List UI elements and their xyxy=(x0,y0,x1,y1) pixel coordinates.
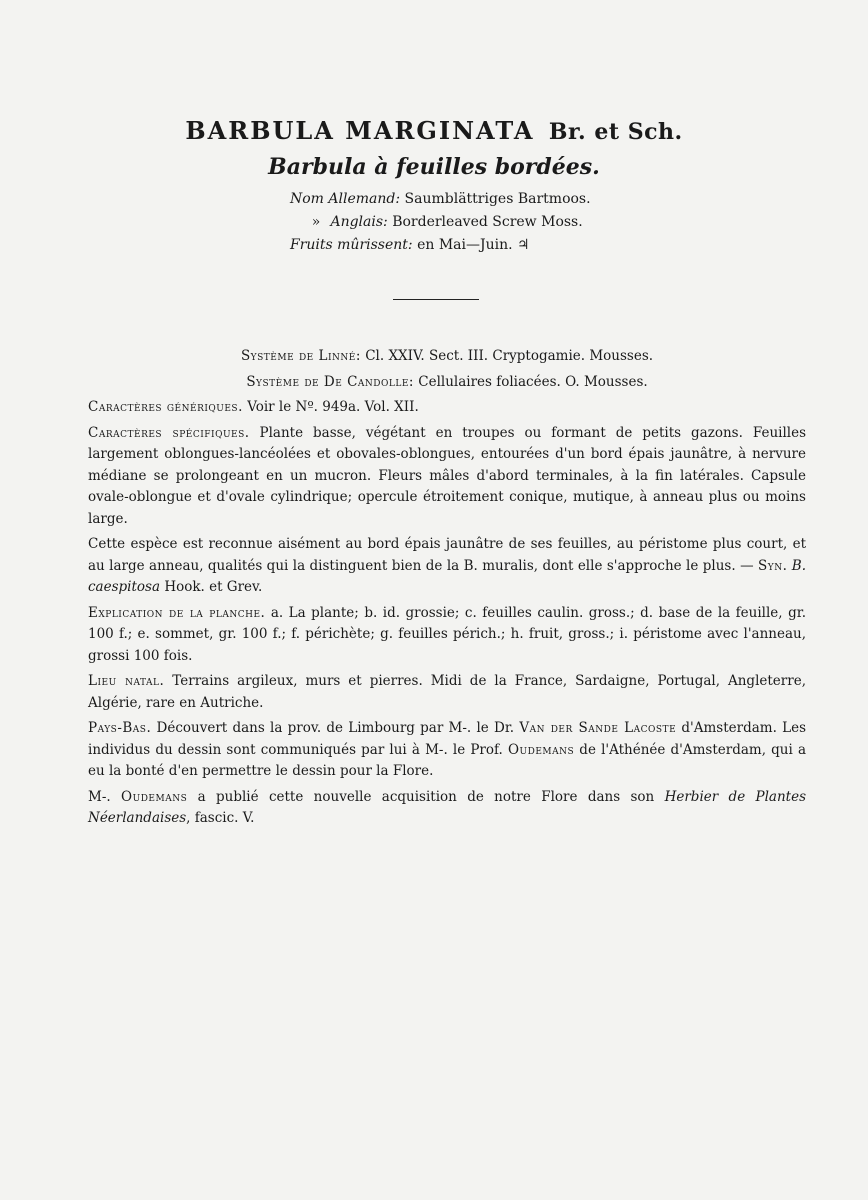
specific-notes-text: Cette espèce est reconnue aisément au bord épais jaunâtre de ses feuilles, au péristome plus court, et au large anneau, qualités qui la distinguent bien de la B. muralis, dont elle s'approche le plus. — xyxy=(88,536,806,574)
publication-prefix: M-. xyxy=(88,788,111,805)
publication-text: a publié cette nouvelle acquisition de notre Flore dans son xyxy=(197,788,655,805)
document-body xyxy=(88,346,806,834)
specific-text: Plante basse, végétant en troupes ou formant de petits gazons. Feuilles largement oblongues-lancéolées et obovales-oblongues, entourées d'un bord épais jaunâtre, à nervure médiane se prolongeant en un mucron. Fleurs mâles d'abord terminales, à la fin latérales. Capsule ovale-oblongue et d'ovale cylindrique; opercule étroitement conique, mutique, à anneau plus ou moins large. xyxy=(88,424,807,527)
generic-label: Caractères génériques. xyxy=(88,399,243,415)
page-title xyxy=(0,116,868,145)
anglais-label: Anglais: xyxy=(330,214,388,230)
habitat-text: Terrains argileux, murs et pierres. Midi de la France, Sardaigne, Portugal, Angleterre, Algérie, rare en Autriche. xyxy=(88,673,806,711)
allemand-value: Saumblättriges Bartmoos. xyxy=(404,191,591,207)
professor-name: Oudemans xyxy=(507,741,575,758)
specific-characters xyxy=(88,423,806,531)
ditto-mark: » xyxy=(311,214,321,230)
linne-label: Système de Linné: xyxy=(240,348,361,364)
page-subtitle: Barbula à feuilles bordées. xyxy=(268,154,600,180)
linne-value: Cl. XXIV. Sect. III. Cryptogamie. Mousses. xyxy=(365,348,654,364)
netherlands-label: Pays-Bas. xyxy=(88,720,152,736)
decandolle-value: Cellulaires foliacées. O. Mousses. xyxy=(418,373,648,390)
decandolle-label: Système de De Candolle: xyxy=(246,373,414,390)
publication-note xyxy=(88,787,806,830)
generic-characters xyxy=(88,397,806,419)
netherlands-record xyxy=(88,718,806,783)
habitat-label: Lieu natal. xyxy=(88,673,165,689)
anglais-value: Borderleaved Screw Moss. xyxy=(392,214,583,230)
synonym-value: B. caespitosa xyxy=(88,557,806,595)
divider-rule xyxy=(393,299,479,300)
system-linne xyxy=(88,346,806,368)
fruiting-period xyxy=(290,234,591,257)
plate-explanation xyxy=(88,603,806,668)
synonym-label: Syn. xyxy=(758,557,788,574)
publication-author: Oudemans xyxy=(121,788,188,805)
publication-suffix: , fascic. V. xyxy=(186,810,255,826)
allemand-label: Nom Allemand: xyxy=(290,191,401,207)
name-allemand xyxy=(290,188,591,211)
synonym-authority: Hook. et Grev. xyxy=(164,579,263,595)
netherlands-text-2: d'Amsterdam. Les individus du dessin sont communiqués par lui à M-. le Prof. xyxy=(88,720,806,758)
native-habitat xyxy=(88,671,806,714)
fruits-label: Fruits mûrissent: xyxy=(290,237,413,253)
common-names xyxy=(290,188,591,257)
collector-name: Van der Sande Lacoste xyxy=(519,720,677,736)
publication-work: Herbier de Plantes Néerlandaises xyxy=(88,788,807,826)
title-species: BARBULA MARGINATA xyxy=(185,116,535,145)
netherlands-text-3: de l'Athénée d'Amsterdam, qui a eu la bonté d'en permettre le dessin pour la Flore. xyxy=(88,741,806,779)
generic-text: Voir le Nº. 949a. Vol. XII. xyxy=(247,399,419,415)
system-decandolle xyxy=(88,372,806,394)
name-anglais xyxy=(290,211,591,234)
specific-label: Caractères spécifiques. xyxy=(88,424,250,441)
title-authority: Br. et Sch. xyxy=(548,119,683,145)
fruits-value: en Mai—Juin. ♃ xyxy=(417,237,530,253)
specific-notes xyxy=(88,534,806,599)
explanation-label: Explication de la planche. xyxy=(88,604,266,621)
netherlands-text-1: Découvert dans la prov. de Limbourg par M-. le Dr. xyxy=(156,720,515,736)
explanation-text: a. La plante; b. id. grossie; c. feuilles caulin. gross.; d. base de la feuille, gr. 100 f.; e. sommet, gr. 100 f.; f. périchète; g. feuilles périch.; h. fruit, gross.; i. péristome avec l'anneau, grossi 100 fois. xyxy=(88,604,806,664)
